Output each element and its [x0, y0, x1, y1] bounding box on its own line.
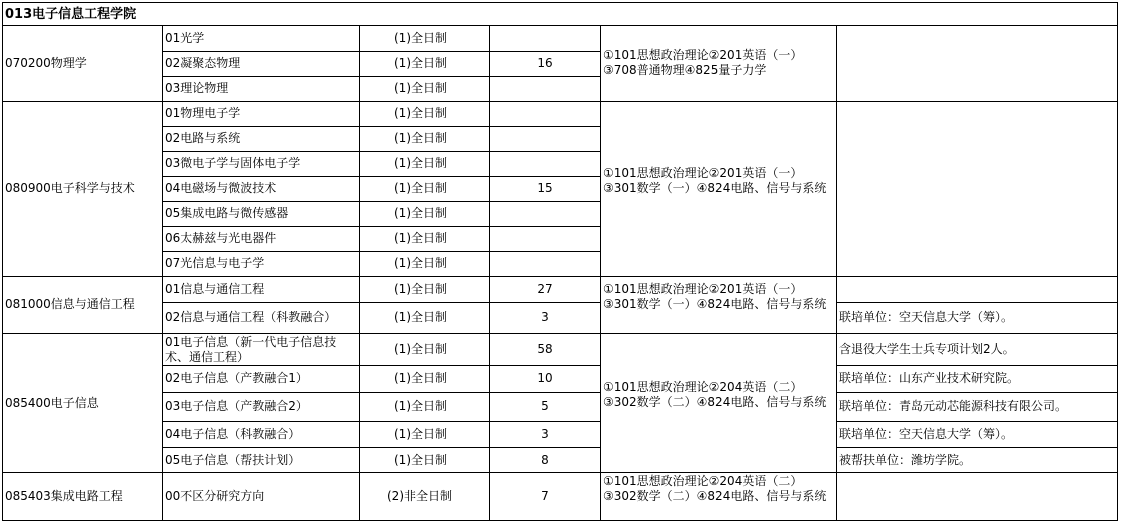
exam-subjects-cell: ①101思想政治理论②201英语（一）③301数学（一）④824电路、信号与系统 [603, 282, 827, 311]
quota-cell: 3 [541, 427, 549, 441]
major-name: 080900电子科学与技术 [5, 181, 135, 195]
quota-cell: 15 [537, 181, 553, 195]
quota-cell: 16 [537, 56, 553, 70]
major-name: 070200物理学 [5, 56, 87, 70]
study-mode-cell: (1)全日制 [394, 427, 447, 441]
study-mode-cell: (1)全日制 [394, 342, 447, 356]
direction-cell: 02凝聚态物理 [165, 56, 241, 70]
grid-line [836, 302, 1118, 303]
note-cell: 联培单位：青岛元动芯能源科技有限公司。 [839, 399, 1068, 413]
grid-line [600, 25, 601, 521]
grid-line [2, 276, 1118, 277]
grid-line [836, 365, 1118, 366]
study-mode-cell: (1)全日制 [394, 106, 447, 120]
study-mode-cell: (1)全日制 [394, 81, 447, 95]
study-mode-cell: (1)全日制 [394, 310, 447, 324]
grid-line [162, 76, 600, 77]
school-header: 013电子信息工程学院 [5, 7, 137, 22]
grid-line [489, 25, 490, 521]
direction-cell: 01物理电子学 [165, 106, 241, 120]
study-mode-cell: (1)全日制 [394, 206, 447, 220]
grid-line [162, 226, 600, 227]
direction-cell: 01信息与通信工程 [165, 282, 265, 296]
grid-line [162, 421, 600, 422]
study-mode-cell: (1)全日制 [394, 399, 447, 413]
grid-line [162, 51, 600, 52]
exam-subjects-cell: ①101思想政治理论②204英语（二）③302数学（二）④824电路、信号与系统 [603, 380, 827, 409]
direction-cell: 07光信息与电子学 [165, 256, 265, 270]
grid-line [2, 101, 1118, 102]
grid-line [162, 25, 163, 521]
grid-line [162, 392, 600, 393]
grid-line [162, 151, 600, 152]
quota-cell: 5 [541, 399, 549, 413]
study-mode-cell: (2)非全日制 [387, 489, 452, 503]
note-cell: 联培单位：空天信息大学（筹）。 [839, 427, 1014, 441]
grid-line [2, 520, 1118, 521]
grid-line [162, 126, 600, 127]
grid-line [2, 333, 1118, 334]
study-mode-cell: (1)全日制 [394, 181, 447, 195]
direction-cell: 00不区分研究方向 [165, 489, 265, 503]
direction-cell: 06太赫兹与光电器件 [165, 231, 277, 245]
quota-cell: 3 [541, 310, 549, 324]
direction-cell: 04电子信息（科教融合） [165, 427, 301, 441]
grid-line [2, 25, 1118, 26]
grid-line [2, 2, 3, 521]
quota-cell: 58 [537, 342, 553, 356]
direction-cell: 02信息与通信工程（科教融合） [165, 310, 337, 324]
grid-line [162, 302, 600, 303]
quota-cell: 8 [541, 453, 549, 467]
direction-cell: 02电路与系统 [165, 131, 241, 145]
direction-cell: 02电子信息（产教融合1） [165, 371, 308, 385]
direction-cell: 03理论物理 [165, 81, 229, 95]
study-mode-cell: (1)全日制 [394, 56, 447, 70]
direction-cell: 05集成电路与微传感器 [165, 206, 289, 220]
study-mode-cell: (1)全日制 [394, 371, 447, 385]
study-mode-cell: (1)全日制 [394, 156, 447, 170]
study-mode-cell: (1)全日制 [394, 31, 447, 45]
grid-line [836, 447, 1118, 448]
quota-cell: 7 [541, 489, 549, 503]
note-cell: 联培单位：山东产业技术研究院。 [839, 371, 1020, 385]
grid-line [359, 25, 360, 521]
grid-line [836, 392, 1118, 393]
major-name: 085403集成电路工程 [5, 489, 123, 503]
grid-line [836, 421, 1118, 422]
note-cell: 含退役大学生士兵专项计划2人。 [839, 342, 1015, 356]
direction-cell: 03微电子学与固体电子学 [165, 156, 301, 170]
grid-line [2, 2, 1118, 3]
grid-line [162, 251, 600, 252]
direction-cell: 01光学 [165, 31, 205, 45]
grid-line [836, 25, 837, 521]
direction-cell: 03电子信息（产教融合2） [165, 399, 308, 413]
note-cell: 被帮扶单位：潍坊学院。 [839, 453, 972, 467]
grid-line [162, 365, 600, 366]
study-mode-cell: (1)全日制 [394, 453, 447, 467]
major-name: 085400电子信息 [5, 396, 99, 410]
study-mode-cell: (1)全日制 [394, 231, 447, 245]
note-cell: 联培单位：空天信息大学（筹）。 [839, 310, 1014, 324]
grid-line [162, 201, 600, 202]
quota-cell: 27 [537, 282, 553, 296]
exam-subjects-cell: ①101思想政治理论②201英语（一）③708普通物理④825量子力学 [603, 48, 803, 77]
direction-cell: 04电磁场与微波技术 [165, 181, 277, 195]
grid-line [2, 472, 1118, 473]
exam-subjects-cell: ①101思想政治理论②204英语（二）③302数学（二）④824电路、信号与系统 [603, 474, 827, 503]
direction-cell: 01电子信息（新一代电子信息技术、通信工程） [165, 335, 337, 364]
quota-cell: 10 [537, 371, 553, 385]
direction-cell: 05电子信息（帮扶计划） [165, 453, 301, 467]
grid-line [162, 176, 600, 177]
study-mode-cell: (1)全日制 [394, 256, 447, 270]
exam-subjects-cell: ①101思想政治理论②201英语（一）③301数学（一）④824电路、信号与系统 [603, 166, 827, 195]
study-mode-cell: (1)全日制 [394, 282, 447, 296]
grid-line [1117, 2, 1118, 521]
major-name: 081000信息与通信工程 [5, 297, 135, 311]
grid-line [162, 447, 600, 448]
study-mode-cell: (1)全日制 [394, 131, 447, 145]
